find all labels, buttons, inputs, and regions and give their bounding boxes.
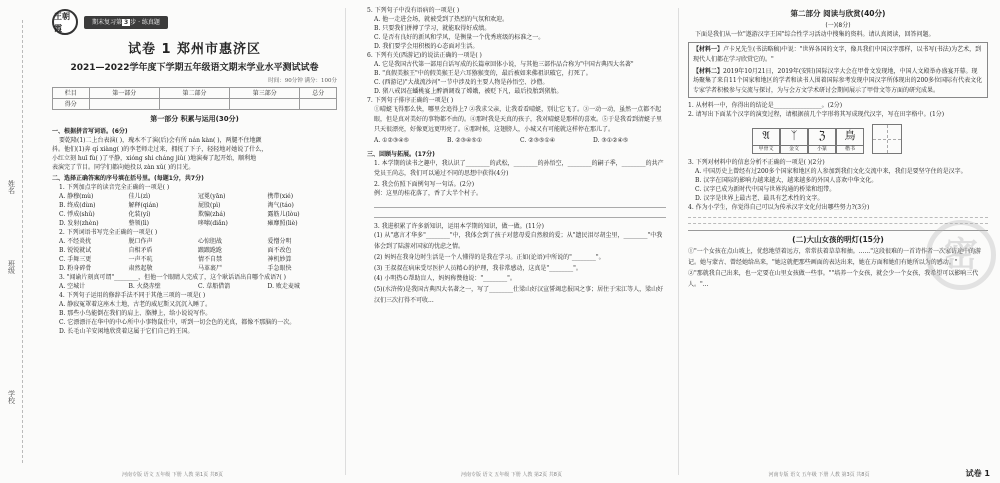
binding-margin (6, 0, 46, 483)
class-label: 班级 (7, 260, 16, 274)
brand-logo: 王朝霞 (52, 9, 78, 35)
q7-options: A. ①②③④⑤ B. ②③④⑤① C. ②③⑤①④ D. ③①②④⑤ (374, 136, 629, 144)
page-column-2: 5. 下列句子中没有语病的一项是( ) A. 他一走进会场，就被受到了热烈的气氛和欢迎。 B. 只要我们拼搏了学习，就能取得好成绩。 C. 是否有良好的新风和学风，是衡量一个优秀班级的标准之一。 D. 我们要学会用积极的心态面对生活。 6. 下列有关(西游记)的说法正确的一项是( ) A. 它是我国古代第一部用白话写成的长篇章回体小说，与其他三部作品合称为"中国古典四大名著" B. "真假美猴王"中的假美猴王是六耳猕猴变的，最后被如来佛祖识破它，打死了。 C. (西游记)"大战流沙河"一节中涉及的主要人物是孙悟空、沙僧。 D. 猪八戒因在蟠桃宴上醉酒调戏了嫦娥，被贬下凡，最后投胎到猪胎。 7. 下列句子排序正确的一项是( ) ①晴蜓飞得那么快，哪里会追得上? ②我求父亲，让我看看晴蜓，别让它飞了。③一动一动，虽然一点都不起眼，但是真对美好的事物都不由的。④那时我是天真的孩子，我对晴蜓是那样的喜欢。⑤于是我看到清蜓子里只天很漂亮，好像更远更明亮了。⑥那时候，这翅膀人，小城又有可能就这样停在那儿了。 A. ①②③④⑤ B. ②③④⑤① C. ②③⑤①④ D. ③①②④⑤ 三、回顾与拓展。(17分) 1. 本学期的读书之趣中，我认识了________的武松，________的孙悟空，________的嗣子季，________的共产党员王尚志，我们可以通过不同的思想中获得(4分) 2. 我会仿照下面例句写一句话。(2分) 例：这里的桂花落了，香了大半个村子。 3. 我进积累了许多新知识，运用本学期的知识，做一做。(11分) (1) 从"惠言才华多"________"中，我体会到了孩子对慈母爱自然般的爱；从"遗民泪尽胡尘里，________"中我体会到了陆游对国家的忧虑之情。 (2) 妈妈在我身边时生活是一个人懂得的是我在学习。正如(论语)中所说的"________"。 (3) 王叔叔在病床受尽医护人员精心的护理，我非常感动，这真是"________"。 (4) 小明热心帮助盲人，妈妈称赞他说："________"。 (5)(水浒传)是我国古典四大名著之一，写了________仕梁山好汉宣誓竭忠报国之事；居住于宋江等人，梁山好汉们三次打得不可收... 河南专版 语文 五年级 下册 人教 第2页 共8页 (345, 0, 678, 483)
watermark-stamp: 密 (926, 220, 996, 290)
exam-title: 试卷 1 郑州市惠济区 (127, 42, 262, 57)
score-cell[interactable] (230, 99, 300, 110)
name-label: 姓名 (7, 180, 16, 194)
score-cell[interactable] (159, 99, 229, 110)
part1-title: 第一部分 积累与运用(30分) (150, 115, 239, 124)
school-label: 学校 (7, 390, 16, 404)
materials-box: 【材料一】卢卡兄先生(书法略稿)中说："世界各国的文字，像具我们中国汉字那样，以书写(书法)为艺术，到现代人们都在学习欣赏它的。" 【材料二】2019年10月21日，2019年(安阳)国际汉字大会在甲骨文发现地，中国人文殿举办盛宴开幕。现场聚集了来自11个国家和地区的学者和读书人围着国际参考发现中国汉字所体现出的200多位国际有代表文化专家学者积极参与交流与探讨，为与会方文学术研讨会期间展示了甲骨文等方面的研究成果。 (688, 42, 988, 98)
tianzige-answer-box[interactable] (872, 124, 902, 154)
brand-header (52, 8, 337, 36)
page-footer-2: 河南专版 语文 五年级 下册 人教 第2页 共8页 (461, 471, 562, 478)
glyph-cell: ᛉ 金文 (780, 128, 808, 155)
part3-heading: 三、回顾与拓展。(17分) (367, 150, 435, 158)
glyph-evolution (752, 124, 988, 154)
score-table-score-row: 得分 (53, 99, 337, 110)
q2-3-options: A. 空城计 B. 火烧赤壁 C. 草船借箭 D. 败走麦城 (59, 282, 300, 290)
time-score-info: 时间：90分钟 满分：100分 (268, 78, 337, 84)
page-footer-1: 河南专版 语文 五年级 下册 人教 第1页 共8页 (122, 471, 223, 478)
glyph-cell: ℨ 小篆 (808, 128, 836, 155)
q2-2-options: A. 不经炎扰 脱口作声 心惊胆战 爱憎分明 B. 锐锐就试 自相矛盾 踉踉跄跄 面不改色 C. 手舞三更 一声不吭 情不自禁 神机妙算 D. 粉身碎骨 肃然起敬 马革裹尸 手急眼快 (59, 237, 292, 272)
answer-line[interactable] (374, 210, 666, 218)
answer-line[interactable] (688, 217, 988, 218)
glyph-cell: 鳥 楷书 (836, 128, 864, 155)
q1-heading: 一、根据拼音写词语。(6分) (52, 127, 128, 135)
part2-title: 第二部分 阅读与欣赏(40分) (790, 9, 886, 18)
score-cell[interactable] (300, 99, 337, 110)
section1-title: (一)(8分) (825, 22, 851, 30)
q2-heading: 二、选择正确答案的序号填在括号里。(每题1分，共7分) (52, 174, 204, 182)
page-column-1: 姓名 班级 学校 王朝霞 期末复习第 3 步 · 练真题 试卷 1 郑州市惠济区 2021—2022学年度下学期五年级语文期末学业水平测试试卷 时间：90分钟 满分：100分 栏目 第一部分 第二部分 第三部分 总分 得分 第一部分 积累与运用(30分) 一、根据拼音写词语。(6分) 要乾隆(1)二上台表演( )，瑰木不了演(后)会有所 nán kàn( )，两腿不住地颤 抖。他们(1)奔 qí xiàng( )的李老师走过来，拥抚了下子，轻轻地对她说了什么， 小红立刻 huī fù( )了平静，xióng shi cháng jiǔ( )地演奏了起开始，顺利地 表演完了节目。同学们都向她投以 zàn xǔ( )的目光。 二、选择正确答案的序号填在括号里。(每题1分，共7分) 1. 下列加点字的读音完全正确的一项是( ) A. 静穆(mù) 佳儿(zì) 冠冕(yān) 携带(xié) B. 终成(dùn) 解释(qián) 屁股(pì) 淘气(táo) C. 悸成(shǔ) 化装(yí) 欺骗(zhá) 露筋儿(lòu) D. 发射(zhèn) 整领(lì) 哆嗦(diǎn) 瘫靡照(liè) 2. 下列词语书写完全正确的一项是( ) A. 不经炎扰 脱口作声 心惊胆战 爱憎分明 B. 锐锐就试 自相矛盾 踉踉跄跄 面不改色 C. 手舞三更 一声不吭 情不自禁 神机妙算 D. 粉身碎骨 肃然起敬 马革裹尸 手急眼快 3. "闻谕片刻真可谓"________，但他一个眼睛人完成了，这个耿话语出自哪个成语?( ) A. 空城计 B. 火烧赤壁 C. 草船借箭 D. 败走麦城 4. 下列句子运用的修辞手法不同于其他三项的一项是( ) A. 静寂冤罩着这座木土地，古老的威尼斯又沉沉入睡了。 B. 那些小鸟能倒在我们的肩上、胳膊上，给小说说写作。 C. 它漂漂汗在华中的中心所中小事物鼠仕中，听到一切会色的光真，都像不那脑的一次。 D. 长毛山羊安闲地欣赏着这属于它们自己的王国。 河南专版 语文 五年级 下册 人教 第1页 共8页 (0, 0, 345, 483)
step-banner: 期末复习第 3 步 · 练真题 (84, 16, 168, 29)
page-column-3: 第二部分 阅读与欣赏(40分) (一)(8分) 下面是我们从一位"遨游汉字王国"综合性学习活动中搜集的资料。请认真阅读，回答问题。 【材料一】卢卡兄先生(书法略稿)中说："世界各国的文字，像具我们中国汉字那样，以书写(书法)为艺术，到现代人们都在学习欣赏它的。" 【材料二】2019年10月21日，2019年(安阳)国际汉字大会在甲骨文发现地，中国人文殿举办盛宴开幕。现场聚集了来自11个国家和地区的学者和读书人围着国际参考发现中国汉字所体现出的200多位国际有代表文化专家学者积极参与交流与探讨，为与会方文学术研讨会期间展示了甲骨文等方面的研究成果。 1. 从材料一中，你得出的结论是________________。(2分) 2. 请写出下面某个汉字的演变过程，请根据前几个字形将其写成现代汉字，写在田字格中。(1分) 𝔄 甲骨文 ᛉ 金文 ℨ 小篆 鳥 楷书 3. 下列对材料中的信息分析不正确的一项是( )(2分) A. 中国历史上曾经有过200多个国家和地区的人参加到我们文化交流中来，我们是要坚守住的是汉字。 B. 汉字在国际的影响力越来越大，越来越多的外国人喜欢中华文化。 C. 汉字已成为新时代中国与世界沟通的桥梁和纽带。 D. 汉字是世界上最古老、最具有艺术性的文字。 4. 作为小学生，你觉得自己可以为传承汉字文化付出哪些努力?(3分) (二)大山女孩的明灯(15分) ①"一个女孩在点山坡上，优悠地望着远方，常常扶着草草和抽。......"这段很难的一首诗作者一次家访途中的游记。她与蒙古、曾经她给出来，"她这就把那些画面的表达出来，她在方面和她们有她所以为的感动。" ②"那就我自己出来，也一定要在山里女孩做一些事。""培养一个女孩，就会少一个女孩，我希望可以影响三代人。"... 密 河南专版 语文 五年级 下册 人教 第3页 共8页 试卷 1 (678, 0, 1000, 483)
score-table-header-row: 栏目 第一部分 第二部分 第三部分 总分 (53, 88, 337, 99)
page-badge: 试卷 1 (965, 469, 990, 478)
exam-subtitle: 2021—2022学年度下学期五年级语文期末学业水平测试试卷 (70, 62, 319, 73)
score-table (52, 87, 337, 110)
q2-1-options: A. 静穆(mù) 佳儿(zì) 冠冕(yān) 携带(xié) B. 终成(dùn) 解释(qián) 屁股(pì) 淘气(táo) C. 悸成(shǔ) 化装(yí) 欺骗(zhá) 露筋儿(lòu) D. 发射(zhèn) 整领(lì) 哆嗦(diǎn) 瘫靡照(liè) (59, 192, 300, 227)
glyph-cell: 𝔄 甲骨文 (752, 128, 780, 155)
section2-title: (二)大山女孩的明灯(15分) (688, 230, 988, 245)
score-cell[interactable] (89, 99, 159, 110)
page-footer-3: 河南专版 语文 五年级 下册 人教 第3页 共8页 (768, 471, 870, 478)
answer-line[interactable] (374, 200, 666, 208)
